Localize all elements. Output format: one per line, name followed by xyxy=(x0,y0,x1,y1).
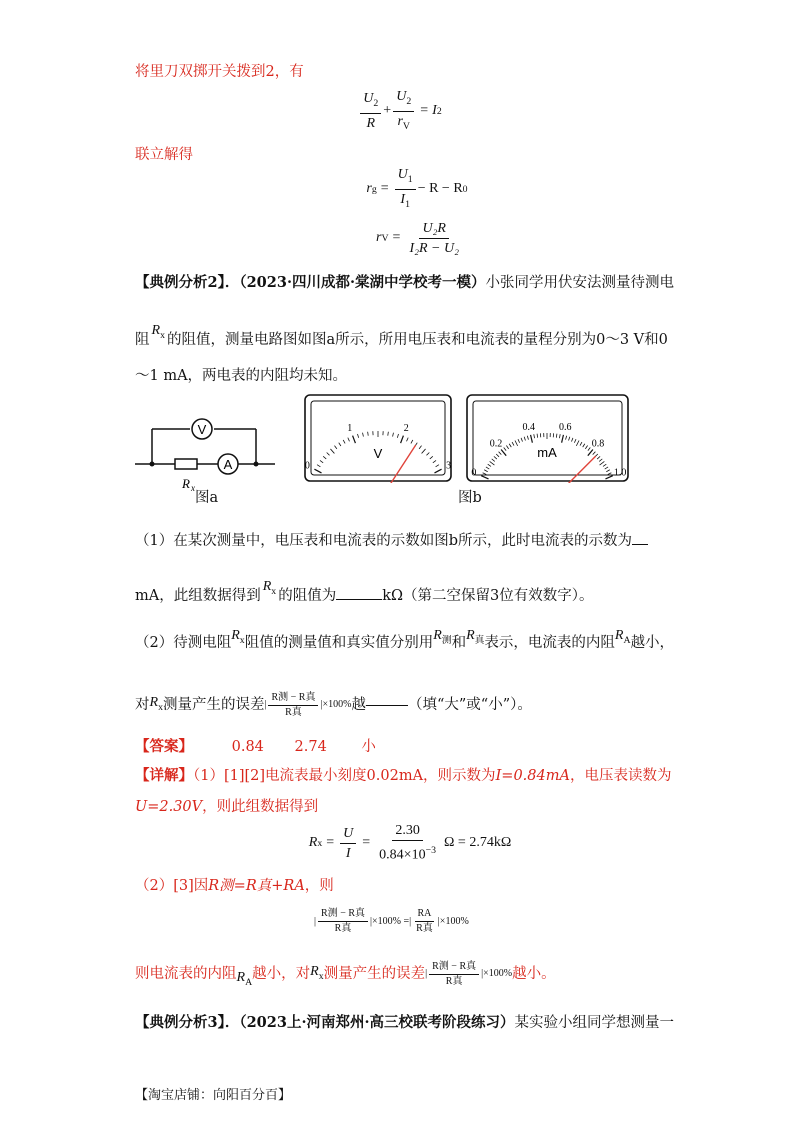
question-2-line2: 对 $R_x$ 测量产生的误差 | $\frac{\text{R测 − R真}}{\text{R真}}$ |×100% 越 （填“大”或“小”）。 xyxy=(135,691,532,718)
equation-rv: r V = $\frac{\text{U₂R}}{\text{I₂R − U₂}}$ xyxy=(376,220,459,256)
v-tick-label: 3 xyxy=(446,460,452,472)
a-tick-label: 0.2 xyxy=(489,438,503,450)
footer-shop: 【淘宝店铺：向阳百分百】 xyxy=(135,1088,292,1103)
answer-row: 【答案】 0.84 2.74 小 xyxy=(135,738,376,755)
voltmeter-unit: V xyxy=(373,446,383,461)
detail-equation-rx: R x = $\frac{U}{I}$ = $\frac{2.30}{0.84\times 10^{-3}}$ Ω = 2.74kΩ xyxy=(308,823,512,863)
detail-line4: 则电流表的内阻 $R_A$ 越小，对 $R_x$ 测量产生的误差 | $\frac{\text{R测 − R真}}{\text{R真}}$ |×100% 越小。 xyxy=(135,960,556,988)
detail-line1: 【详解】（1）[1][2]电流表最小刻度0.02mA，则示数为I=0.84mA，电压表读数为 xyxy=(135,767,672,784)
caption-b: 图b xyxy=(458,490,482,506)
v-tick xyxy=(368,432,369,436)
equation-1: $\frac{U_2}{R}$ + $\frac{U_2}{r_V}$ = I 2 xyxy=(330,88,470,134)
a-tick xyxy=(537,434,538,438)
v-tick-label: 0 xyxy=(304,460,310,472)
detail-line2: U=2.30V，则此组数据得到 xyxy=(135,799,319,815)
solve-text: 联立解得 xyxy=(135,147,193,163)
caption-a: 图a xyxy=(195,490,219,506)
v-tick-label: 1 xyxy=(347,423,353,435)
example2-heading: 【典例分析2】．（2023·四川成都·棠湖中学校考一模）小张同学用伏安法测量待测电 xyxy=(135,274,675,291)
example3-heading: 【典例分析3】．（2023上·河南郑州·高三校联考阶段练习）某实验小组同学想测量一 xyxy=(135,1014,675,1031)
example2-line2: 阻$R_x$ 的阻值，测量电路图如图a所示，所用电压表和电流表的量程分别为0～3 V和0 xyxy=(135,323,668,348)
a-tick xyxy=(556,434,557,438)
a-tick-label: 1.0 xyxy=(613,467,627,479)
switch-text: 将里刀双掷开关拨到2，有 xyxy=(135,64,304,80)
svg-text:x: x xyxy=(191,483,195,493)
voltmeter-dial xyxy=(303,393,453,483)
ammeter-dial xyxy=(465,393,630,483)
svg-text:A: A xyxy=(223,457,233,472)
v-tick-label: 2 xyxy=(403,423,409,435)
a-tick-label: 0.6 xyxy=(559,422,572,434)
resistor-rx xyxy=(175,459,197,469)
equation-rg: r g = $\frac{U_1}{I_1}$ − R − R 0 xyxy=(366,166,468,210)
example2-line3: ～1 mA，两电表的内阻均未知。 xyxy=(135,368,348,384)
a-tick-label: 0.8 xyxy=(591,438,605,450)
detail-line3: （2）[3]因R测=R真+RA，则 xyxy=(135,878,334,894)
v-tick xyxy=(388,432,389,436)
question-2-line1: （2）待测电阻$R_x$阻值的测量值和真实值分别用$R_测$和$R_真$表示，电流表的内阻$R_A$越小， xyxy=(135,628,675,651)
a-tick-label: 0 xyxy=(471,467,477,479)
ammeter-unit: mA xyxy=(537,445,557,460)
detail-equation-error: | $\frac{\text{R测 − R真}}{\text{R真}}$ |×100% =| $\frac{RA}{\text{R真}}$ |×100% xyxy=(314,907,469,934)
question-1-line1: （1）在某次测量中，电压表和电流表的示数如图b所示，此时电流表的示数为 xyxy=(135,531,648,551)
a-tick-label: 0.4 xyxy=(522,422,535,434)
resistor-label: R xyxy=(182,476,190,491)
question-1-line2: mA，此组数据得到$R_x$ 的阻值为 kΩ（第二空保留3位有效数字）。 xyxy=(135,579,594,604)
svg-text:V: V xyxy=(197,422,207,437)
